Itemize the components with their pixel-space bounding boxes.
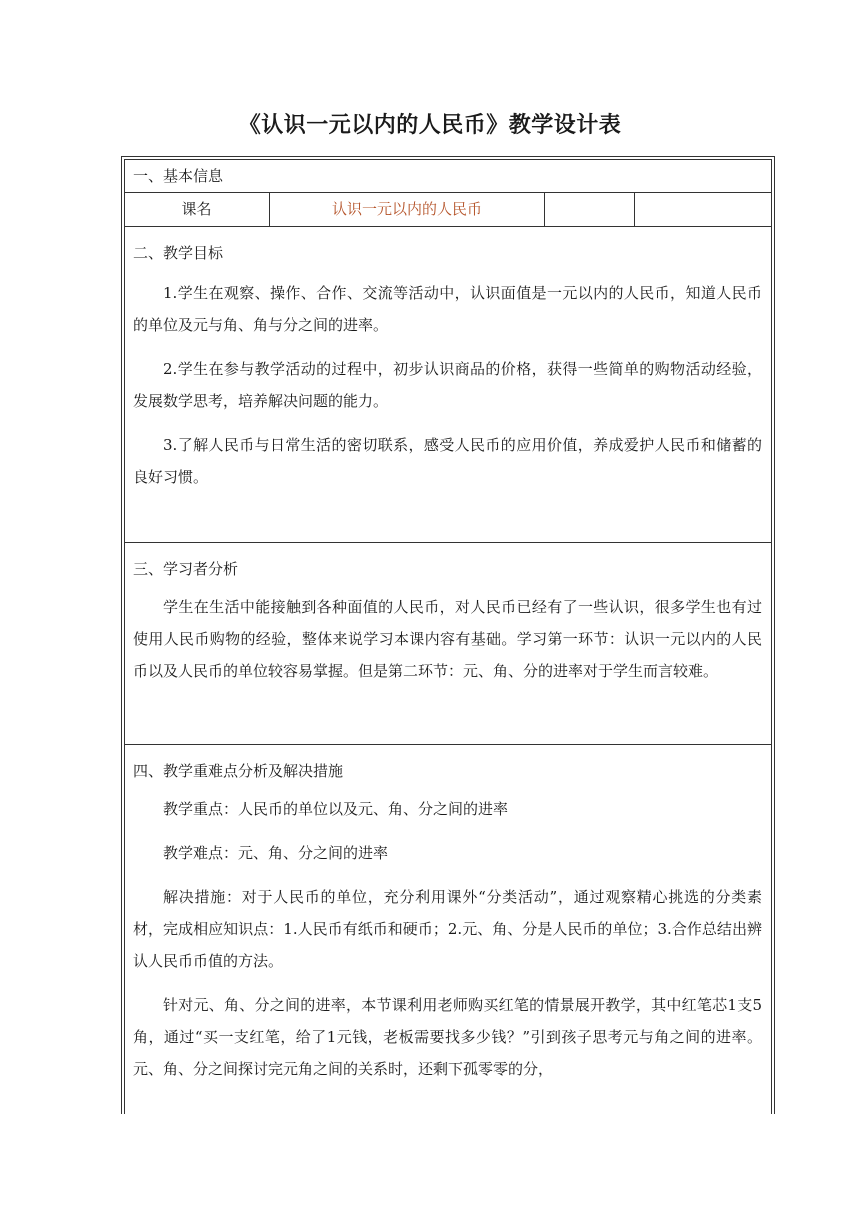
difficulty-paragraph: 教学难点：元、角、分之间的进率 <box>163 844 389 862</box>
section-objectives <box>124 227 772 543</box>
section-key-points-heading: 四、教学重难点分析及解决措施 <box>133 762 344 780</box>
design-table <box>121 156 775 1114</box>
section-learner-analysis <box>124 543 772 745</box>
course-name-cell: 认识一元以内的人民币 <box>270 193 545 226</box>
objective-paragraph: 3.了解人民币与日常生活的密切联系，感受人民币的应用价值，养成爱护人民币和储蓄的良好习惯。 <box>133 436 762 486</box>
section-key-points <box>124 745 772 1085</box>
learner-paragraph: 学生在生活中能接触到各种面值的人民币，对人民币已经有了一些认识，很多学生也有过使用人民币购物的经验，整体来说学习本课内容有基础。学习第一环节：认识一元以内的人民币以及人民币的单位较容易掌握。但是第二环节：元、角、分的进率对于学生而言较难。 <box>133 598 762 680</box>
solution-paragraph: 解决措施：对于人民币的单位，充分利用课外“分类活动”，通过观察精心挑选的分类素材，完成相应知识点：1.人民币有纸币和硬币；2.元、角、分是人民币的单位；3.合作总结出辨认人民币币值的方法。 <box>133 888 762 970</box>
section-objectives-heading: 二、教学目标 <box>133 244 224 262</box>
basic-info-row <box>124 193 772 227</box>
key-point-paragraph: 教学重点：人民币的单位以及元、角、分之间的进率 <box>163 800 509 818</box>
objective-paragraph: 2.学生在参与教学活动的过程中，初步认识商品的价格，获得一些简单的购物活动经验，发展数学思考，培养解决问题的能力。 <box>133 360 762 410</box>
section-basic-info-heading: 一、基本信息 <box>124 159 772 193</box>
course-label-cell: 课名 <box>124 193 270 226</box>
objective-paragraph: 1.学生在观察、操作、合作、交流等活动中，认识面值是一元以内的人民币，知道人民币的单位及元与角、角与分之间的进率。 <box>133 284 762 334</box>
empty-cell-2 <box>635 193 772 226</box>
empty-cell-1 <box>545 193 635 226</box>
rate-paragraph: 针对元、角、分之间的进率，本节课利用老师购买红笔的情景展开教学，其中红笔芯1支5角，通过“买一支红笔，给了1元钱，老板需要找多少钱？”引到孩子思考元与角之间的进率。元、角、分之间探讨完元角之间的关系时，还剩下孤零零的分， <box>133 996 762 1078</box>
section-learner-heading: 三、学习者分析 <box>133 560 239 578</box>
document-title: 《认识一元以内的人民币》教学设计表 <box>238 113 622 138</box>
